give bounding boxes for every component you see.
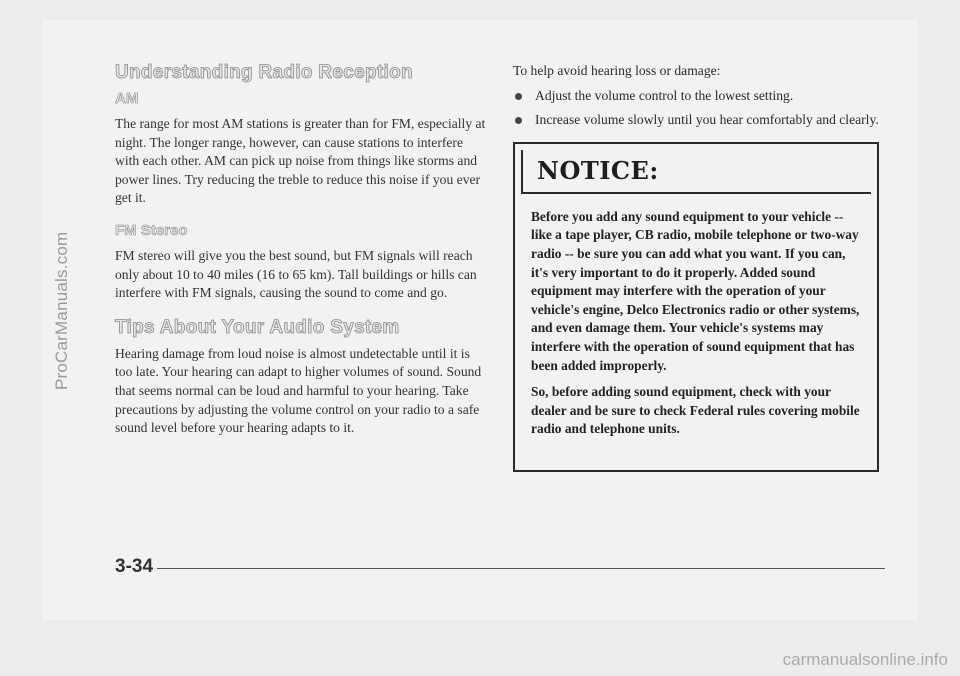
section-title-radio-reception: Understanding Radio Reception [115,62,413,83]
list-item [513,87,888,106]
left-column [115,62,490,452]
hearing-intro: To help avoid hearing loss or damage: [513,63,721,78]
page-number: 3-34 [115,556,154,577]
section-title-audio-tips: Tips About Your Audio System [115,316,400,338]
bullet-icon [515,93,522,100]
list-item [513,111,888,130]
notice-box [513,142,879,472]
page-footer [115,558,885,578]
bullet-icon [515,117,522,124]
right-column [513,62,888,472]
notice-paragraph-2: So, before adding sound equipment, check with your dealer and be sure to check Federal rules covering mobile radio and telephone units. [531,384,860,437]
footer-rule [157,568,885,569]
paragraph-am: The range for most AM stations is greater than for FM, especially at night. The longer range, however, can cause stations to interfere with each other. AM can pick up noise from things like storms and power lines. Try reducing the treble to reduce this noise if you ever get it. [115,116,486,206]
subheading-am: AM [115,90,139,107]
notice-header [521,150,871,194]
paragraph-fm-stereo: FM stereo will give you the best sound, but FM signals will reach only about 10 to 40 miles (16 to 65 km). Tall buildings or hills can interfere with FM signals, causing the sound to come and go. [115,247,477,301]
watermark-carmanualsonline: carmanualsonline.info [782,650,948,669]
notice-title: NOTICE: [537,155,659,185]
watermark-procarmanuals: ProCarManuals.com [52,231,71,390]
notice-body [531,208,865,447]
list-item-text: Increase volume slowly until you hear comfortably and clearly. [535,112,879,128]
notice-paragraph-1: Before you add any sound equipment to your vehicle -- like a tape player, CB radio, mobile telephone or two-way radio -- be sure you can add what you want. If you can, it's very important to do it properly. Added sound equipment may interfere with the operation of your vehicle's engine, Delco Electronics radio or other systems, and even damage them. Your vehicle's systems may interfere with the operation of sound equipment that has been added improperly. [531,208,860,373]
subheading-fm-stereo: FM Stereo [115,221,188,239]
list-item-text: Adjust the volume control to the lowest setting. [535,87,794,103]
paragraph-audio-tips: Hearing damage from loud noise is almost undetectable until it is too late. Your hearing can adapt to higher volumes of sound. Sound that seems normal can be loud and harmful to your hearing. Take precautions by adjusting the volume control on your radio to a safe sound level before your hearing adapts to it. [115,345,482,436]
hearing-tips-list [513,87,888,130]
